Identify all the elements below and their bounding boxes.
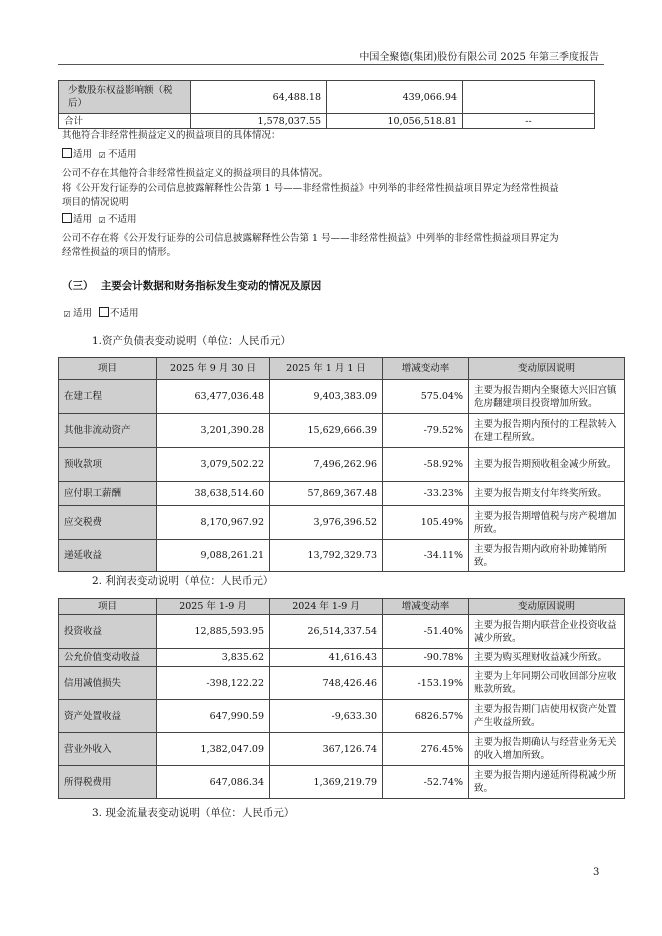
header-divider: [58, 64, 604, 65]
income-statement-changes-table: [58, 598, 625, 799]
value-cell: 12,885,593.95: [157, 615, 270, 649]
row-label: 预收款项: [59, 448, 157, 482]
row-label: 在建工程: [59, 380, 157, 414]
column-header: 2025 年 1-9 月: [157, 599, 270, 615]
row-label: 应交税费: [59, 506, 157, 540]
column-header: 2025 年 1 月 1 日: [270, 358, 383, 380]
table-row: [59, 615, 625, 649]
value-cell: 367,126.74: [270, 733, 383, 766]
table-row: [59, 733, 625, 766]
value-cell: 1,369,219.79: [270, 766, 383, 799]
row-label: 投资收益: [59, 615, 157, 649]
value-cell: 10,056,518.81: [327, 114, 463, 129]
change-rate-cell: -90.78%: [383, 649, 469, 667]
table-row: [59, 380, 625, 414]
value-cell: 3,976,396.52: [270, 506, 383, 540]
reason-cell: 主要为报告期确认与经营业务无关的收入增加所致。: [469, 733, 625, 766]
value-cell: 439,066.94: [327, 81, 463, 114]
column-header: 增减变动率: [383, 358, 469, 380]
reason-cell: 主要为报告期内递延所得税减少所致。: [469, 766, 625, 799]
value-cell: 9,088,261.21: [157, 540, 270, 572]
value-cell: 64,488.18: [191, 81, 327, 114]
value-cell: 8,170,967.92: [157, 506, 270, 540]
table-row: [59, 766, 625, 799]
value-cell: 15,629,666.39: [270, 414, 383, 448]
section-heading-3: [62, 278, 321, 293]
value-cell: 3,079,502.22: [157, 448, 270, 482]
reason-cell: 主要为报告期预收租金减少所致。: [469, 448, 625, 482]
row-label: 公允价值变动收益: [59, 649, 157, 667]
balance-sheet-caption: 1.资产负债表变动说明（单位：人民币元）: [92, 335, 292, 347]
change-rate-cell: -51.40%: [383, 615, 469, 649]
checkbox-not-applicable[interactable]: ☑: [98, 216, 106, 225]
table-header-row: [59, 358, 625, 380]
value-cell: 3,835.62: [157, 649, 270, 667]
table-row: [59, 482, 625, 506]
reason-cell: 主要为报告期内全聚德大兴旧宫镇危房翻建项目投资增加所致。: [469, 380, 625, 414]
change-rate-cell: 276.45%: [383, 733, 469, 766]
value-cell: 1,382,047.09: [157, 733, 270, 766]
section-number: （三）: [62, 280, 94, 292]
reason-cell: 主要为报告期内预付的工程款转入在建工程所致。: [469, 414, 625, 448]
checkbox-not-applicable[interactable]: ☑: [98, 151, 106, 160]
value-cell: -398,122.22: [157, 667, 270, 700]
report-header-title: 中国全聚德(集团)股份有限公司 2025 年第三季度报告: [359, 52, 599, 63]
row-label: 营业外收入: [59, 733, 157, 766]
reason-cell: 主要为报告期支付年终奖所致。: [469, 482, 625, 506]
change-rate-cell: -52.74%: [383, 766, 469, 799]
row-label: 信用减值损失: [59, 667, 157, 700]
table-header-row: [59, 599, 625, 615]
non-recurring-gains-table: [58, 80, 595, 129]
row-label: 其他非流动资产: [59, 414, 157, 448]
table-row: [59, 649, 625, 667]
table-row: [59, 540, 625, 572]
paragraph-reclassify-line1: 将《公开发行证券的公司信息披露解释性公告第 1 号——非经常性损益》中列举的非经常性损益项目界定为经常性损益: [62, 183, 559, 194]
value-cell: 1,578,037.55: [191, 114, 327, 129]
checkbox-label: 适用: [73, 149, 93, 160]
row-label: 应付职工薪酬: [59, 482, 157, 506]
value-cell: 647,990.59: [157, 700, 270, 733]
value-cell: 63,477,036.48: [157, 380, 270, 414]
checkbox-group-1: [62, 148, 137, 162]
cashflow-caption: 3. 现金流量表变动说明（单位：人民币元）: [92, 807, 295, 819]
checkbox-label: 适用: [73, 214, 93, 225]
change-rate-cell: 105.49%: [383, 506, 469, 540]
table-row: [59, 667, 625, 700]
section-title: 主要会计数据和财务指标发生变动的情况及原因: [100, 280, 322, 292]
income-statement-caption: 2. 利润表变动说明（单位：人民币元）: [92, 575, 274, 587]
value-cell: 57,869,367.48: [270, 482, 383, 506]
value-cell: 647,086.34: [157, 766, 270, 799]
column-header: 项目: [59, 358, 157, 380]
column-header: 增减变动率: [383, 599, 469, 615]
checkbox-applicable[interactable]: [62, 148, 72, 158]
paragraph-other-items: 其他符合非经常性损益定义的损益项目的具体情况：: [62, 130, 281, 141]
page-number: 3: [593, 867, 600, 878]
table-row: [59, 448, 625, 482]
reason-cell: 主要为购买理财收益减少所致。: [469, 649, 625, 667]
table-row: [59, 700, 625, 733]
value-cell: [463, 81, 595, 114]
checkbox-group-3: [62, 307, 139, 321]
checkbox-applicable[interactable]: [62, 213, 72, 223]
change-rate-cell: -153.19%: [383, 667, 469, 700]
paragraph-no-reclassify-line2: 经常性损益的项目的情形。: [62, 247, 177, 258]
paragraph-no-other-items: 公司不存在其他符合非经常性损益定义的损益项目的具体情况。: [62, 168, 329, 179]
checkbox-label: 适用: [73, 308, 93, 319]
reason-cell: 主要为报告期内政府补助摊销所致。: [469, 540, 625, 572]
reason-cell: 主要为报告期内联营企业投资收益减少所致。: [469, 615, 625, 649]
table-row: [59, 506, 625, 540]
balance-sheet-changes-table: [58, 357, 625, 572]
value-cell: 748,426.46: [270, 667, 383, 700]
table-row: [59, 81, 595, 114]
value-cell: 13,792,329.73: [270, 540, 383, 572]
reason-cell: 主要为报告期增值税与房产税增加所致。: [469, 506, 625, 540]
checkbox-label: 不适用: [108, 214, 137, 225]
value-cell: 38,638,514.60: [157, 482, 270, 506]
change-rate-cell: -79.52%: [383, 414, 469, 448]
checkbox-group-2: [62, 213, 137, 227]
column-header: 项目: [59, 599, 157, 615]
value-cell: 41,616.43: [270, 649, 383, 667]
column-header: 变动原因说明: [469, 358, 625, 380]
checkbox-label: 不适用: [108, 149, 137, 160]
column-header: 变动原因说明: [469, 599, 625, 615]
paragraph-reclassify-line2: 项目的情况说明: [62, 197, 129, 208]
table-row: [59, 114, 595, 129]
checkbox-label: 不适用: [110, 308, 139, 319]
paragraph-no-reclassify-line1: 公司不存在将《公开发行证券的公司信息披露解释性公告第 1 号——非经常性损益》中列举的非经常性损益项目界定为: [62, 233, 559, 244]
change-rate-cell: -34.11%: [383, 540, 469, 572]
change-rate-cell: -58.92%: [383, 448, 469, 482]
column-header: 2024 年 1-9 月: [270, 599, 383, 615]
column-header: 2025 年 9 月 30 日: [157, 358, 270, 380]
row-label: 资产处置收益: [59, 700, 157, 733]
row-label: 所得税费用: [59, 766, 157, 799]
row-label-minority-interest: 少数股东权益影响额（税后）: [59, 81, 191, 114]
change-rate-cell: -33.23%: [383, 482, 469, 506]
value-cell: 7,496,262.96: [270, 448, 383, 482]
row-label-total: 合计: [59, 114, 191, 129]
row-label: 递延收益: [59, 540, 157, 572]
change-rate-cell: 575.04%: [383, 380, 469, 414]
checkbox-applicable[interactable]: ☑: [63, 310, 71, 319]
value-cell: 9,403,383.09: [270, 380, 383, 414]
value-cell: 3,201,390.28: [157, 414, 270, 448]
reason-cell: 主要为报告期门店使用权资产处置产生收益所致。: [469, 700, 625, 733]
value-cell: 26,514,337.54: [270, 615, 383, 649]
value-cell: --: [463, 114, 595, 129]
value-cell: -9,633.30: [270, 700, 383, 733]
table-row: [59, 414, 625, 448]
reason-cell: 主要为上年同期公司收回部分应收账款所致。: [469, 667, 625, 700]
checkbox-not-applicable[interactable]: [99, 307, 109, 317]
change-rate-cell: 6826.57%: [383, 700, 469, 733]
